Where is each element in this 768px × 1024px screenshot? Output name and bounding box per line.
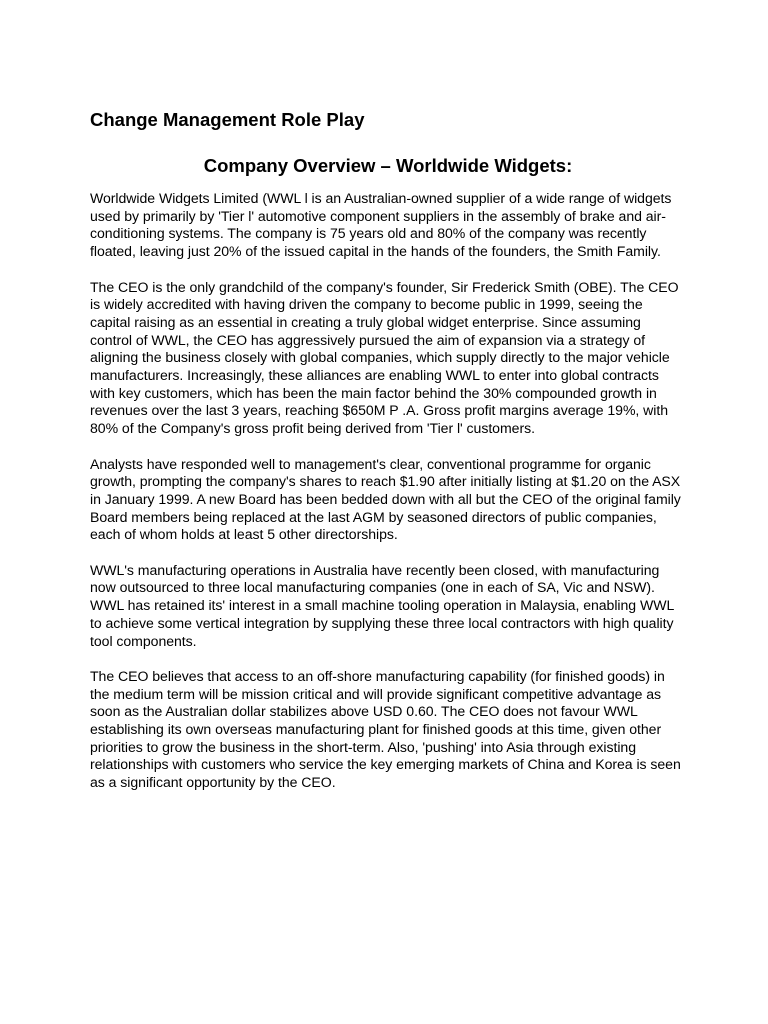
document-page [90, 108, 682, 792]
paragraph-ceo-background: The CEO is the only grandchild of the company's founder, Sir Frederick Smith (OBE). The CEO is widely accredited with having driven the company to become public in 1999, seeing the capital raising as an essential in creating a truly global widget enterprise. Since assuming control of WWL, the CEO has aggressively pursued the aim of expansion via a strategy of aligning the business closely with global companies, which supply directly to the major vehicle manufacturers. Increasingly, these alliances are enabling WWL to enter into global contracts with key customers, which has been the main factor behind the 30% compounded growth in revenues over the last 3 years, reaching $650M P .A. Gross profit margins average 19%, with 80% of the Company's gross profit being derived from 'Tier l' customers. [90, 278, 679, 437]
document-title: Change Management Role Play [90, 109, 365, 130]
paragraph-company-intro: Worldwide Widgets Limited (WWL l is an Australian-owned supplier of a wide range of widgets used by primarily by 'Tier l' automotive component suppliers in the assembly of brake and air-conditioning systems. The company is 75 years old and 80% of the company was recently floated, leaving just 20% of the issued capital in the hands of the founders, the Smith Family. [90, 190, 672, 260]
document-subtitle: Company Overview – Worldwide Widgets: [203, 155, 573, 176]
paragraph-manufacturing-operations: WWL's manufacturing operations in Australia have recently been closed, with manufacturing now outsourced to three local manufacturing companies (one in each of SA, Vic and NSW). WWL has retained its' interest in a small machine tooling operation in Malaysia, enabling WWL to achieve some vertical integration by supplying these three local contractors with high quality tool components. [90, 561, 674, 649]
paragraph-analysts-board: Analysts have responded well to management's clear, conventional programme for organic growth, prompting the company's shares to reach $1.90 after initially listing at $1.20 on the ASX in January 1999. A new Board has been bedded down with all but the CEO of the original family Board members being replaced at the last AGM by seasoned directors of public companies, each of whom holds at least 5 other directorships. [90, 455, 681, 543]
paragraph-offshore-strategy: The CEO believes that access to an off-shore manufacturing capability (for finished goods) in the medium term will be mission critical and will provide significant competitive advantage as soon as the Australian dollar stabilizes above USD 0.60. The CEO does not favour WWL establishing its own overseas manufacturing plant for finished goods at this time, given other priorities to grow the business in the short-term. Also, 'pushing' into Asia through existing relationships with customers who service the key emerging markets of China and Korea is seen as a significant opportunity by the CEO. [90, 667, 681, 791]
